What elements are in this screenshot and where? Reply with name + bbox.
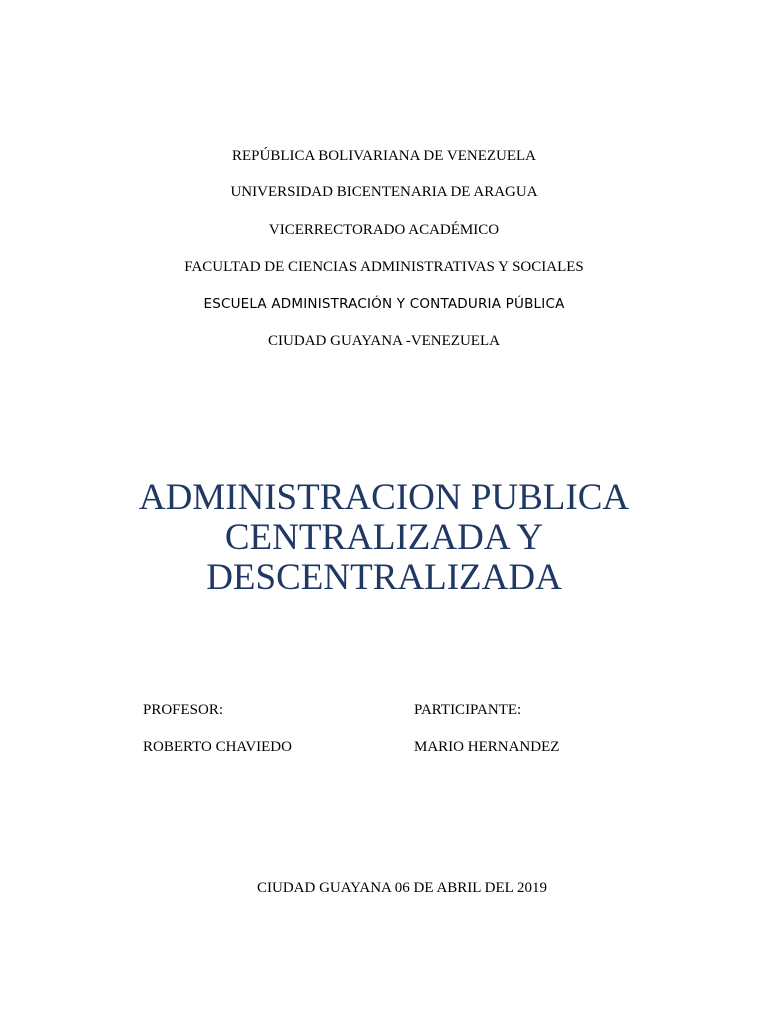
header-faculty: FACULTAD DE CIENCIAS ADMINISTRATIVAS Y SOCIALES [184,259,584,275]
title-line-1: ADMINISTRACION PUBLICA [138,477,630,518]
title-line-2: CENTRALIZADA Y [224,517,544,558]
profesor-name: ROBERTO CHAVIEDO [143,739,292,755]
place-date: CIUDAD GUAYANA 06 DE ABRIL DEL 2019 [256,880,547,896]
header-school: ESCUELA ADMINISTRACIÓN Y CONTADURIA PÚBLICA [203,296,565,312]
title-line-3: DESCENTRALIZADA [206,557,562,598]
header-city: CIUDAD GUAYANA -VENEZUELA [268,333,500,349]
header-vicerrectorado: VICERRECTORADO ACADÉMICO [268,222,500,238]
participante-label: PARTICIPANTE: [414,702,522,718]
participante-name: MARIO HERNANDEZ [414,739,560,755]
header-country: REPÚBLICA BOLIVARIANA DE VENEZUELA [231,148,537,164]
document-title [0,478,768,598]
header-university: UNIVERSIDAD BICENTENARIA DE ARAGUA [230,184,538,200]
profesor-label: PROFESOR: [143,702,224,718]
